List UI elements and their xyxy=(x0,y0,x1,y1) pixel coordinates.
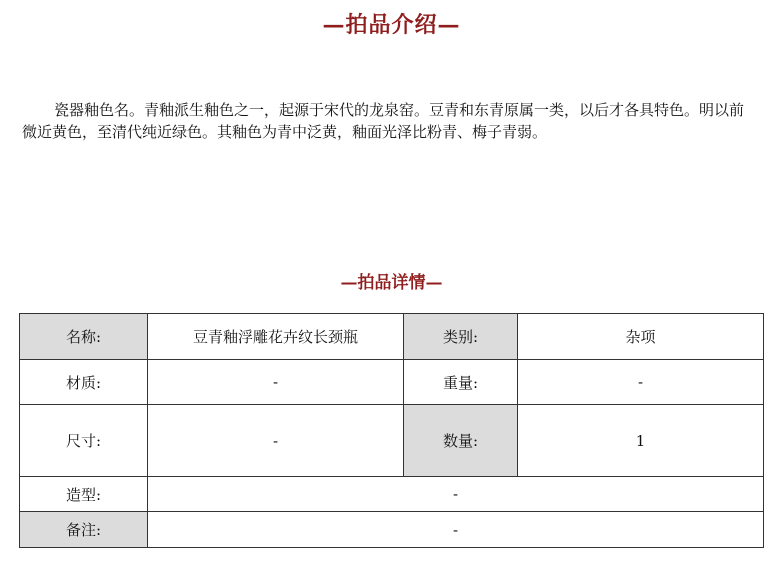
shape-label: 造型: xyxy=(20,477,148,512)
material-value: - xyxy=(148,360,404,405)
notes-value: - xyxy=(148,512,764,548)
details-title: —拍品详情— xyxy=(340,273,443,293)
quantity-value: 1 xyxy=(518,405,764,477)
shape-value: - xyxy=(148,477,764,512)
intro-title: —拍品介绍— xyxy=(322,12,461,38)
table-row xyxy=(20,360,764,405)
weight-label: 重量: xyxy=(404,360,518,405)
details-table xyxy=(19,313,764,548)
quantity-label: 数量: xyxy=(404,405,518,477)
table-row xyxy=(20,477,764,512)
material-label: 材质: xyxy=(20,360,148,405)
size-value: - xyxy=(148,405,404,477)
size-label: 尺寸: xyxy=(20,405,148,477)
name-label: 名称: xyxy=(20,314,148,360)
weight-value: - xyxy=(518,360,764,405)
name-value: 豆青釉浮雕花卉纹长颈瓶 xyxy=(148,314,404,360)
table-row xyxy=(20,314,764,360)
table-row xyxy=(20,512,764,548)
category-value: 杂项 xyxy=(518,314,764,360)
intro-description: 瓷器釉色名。青釉派生釉色之一，起源于宋代的龙泉窑。豆青和东青原属一类，以后才各具特色。明以前微近黄色，至清代纯近绿色。其釉色为青中泛黄，釉面光泽比粉青、梅子青弱。 xyxy=(22,101,745,141)
category-label: 类别: xyxy=(404,314,518,360)
table-row xyxy=(20,405,764,477)
notes-label: 备注: xyxy=(20,512,148,548)
